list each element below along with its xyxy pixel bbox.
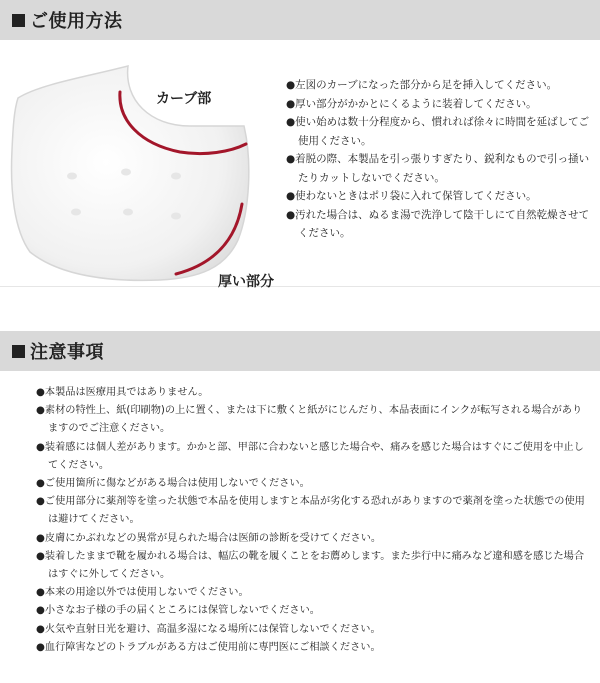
- usage-item: ●使い始めは数十分程度から、慣れれば徐々に時間を延ばしてご使用ください。: [286, 116, 590, 147]
- caution-item: ●火気や直射日光を避け、高温多湿になる場所には保管しないでください。: [36, 623, 381, 635]
- caution-item: ●素材の特性上、紙(印刷物)の上に置く、または下に敷くと紙がにじんだり、本品表面にインクが転写される場合がありますのでご注意ください。: [36, 405, 583, 435]
- usage-item: ●使わないときはポリ袋に入れて保管してください。: [286, 190, 537, 202]
- usage-item: ●左図のカーブになった部分から足を挿入してください。: [286, 79, 558, 91]
- caution-item: ●本来の用途以外では使用しないでください。: [36, 587, 249, 599]
- usage-list: [286, 76, 592, 243]
- thick-part-label: 厚い部分: [218, 274, 274, 290]
- curve-part-label: カーブ部: [156, 91, 212, 107]
- usage-title: ご使用方法: [30, 11, 123, 32]
- caution-item: ●装着感には個人差があります。かかと部、甲部に合わないと感じた場合や、痛みを感じた場合はすぐにご使用を中止してください。: [36, 441, 584, 471]
- caution-item: ●小さなお子様の手の届くところには保管しないでください。: [36, 605, 320, 617]
- heel-protector-illustration: [0, 40, 290, 286]
- usage-header: [0, 0, 600, 40]
- caution-title: 注意事項: [30, 342, 104, 363]
- square-bullet-icon: [12, 345, 25, 358]
- usage-section: [0, 0, 600, 290]
- usage-item: ●着脱の際、本製品を引っ張りすぎたり、鋭利なもので引っ掻いたりカットしないでください。: [286, 153, 590, 184]
- usage-item: ●汚れた場合は、ぬるま湯で洗浄して陰干しにて自然乾燥させてください。: [286, 208, 590, 239]
- caution-section: [0, 287, 600, 653]
- caution-item: ●ご使用箇所に傷などがある場合は使用しないでください。: [36, 478, 310, 490]
- caution-item: ●本製品は医療用具ではありません。: [36, 387, 209, 398]
- caution-header: [0, 331, 600, 371]
- square-bullet-icon: [12, 14, 25, 27]
- usage-item: ●厚い部分がかかとにくるように装着してください。: [286, 97, 537, 110]
- caution-item: ●血行障害などのトラブルがある方はご使用前に専門医にご相談ください。: [36, 641, 381, 653]
- caution-item: ●皮膚にかぶれなどの異常が見られた場合は医師の診断を受けてください。: [36, 532, 382, 544]
- caution-item: ●ご使用部分に薬剤等を塗った状態で本品を使用しますと本品が劣化する恐れがありますので薬剤を塗った状態での使用は避けてください。: [36, 496, 585, 526]
- caution-list: [36, 384, 586, 657]
- caution-item: ●装着したままで靴を履かれる場合は、幅広の靴を履くことをお薦めします。また歩行中に痛みなど違和感を感じた場合はすぐに外してください。: [36, 550, 585, 581]
- usage-body: [0, 40, 600, 290]
